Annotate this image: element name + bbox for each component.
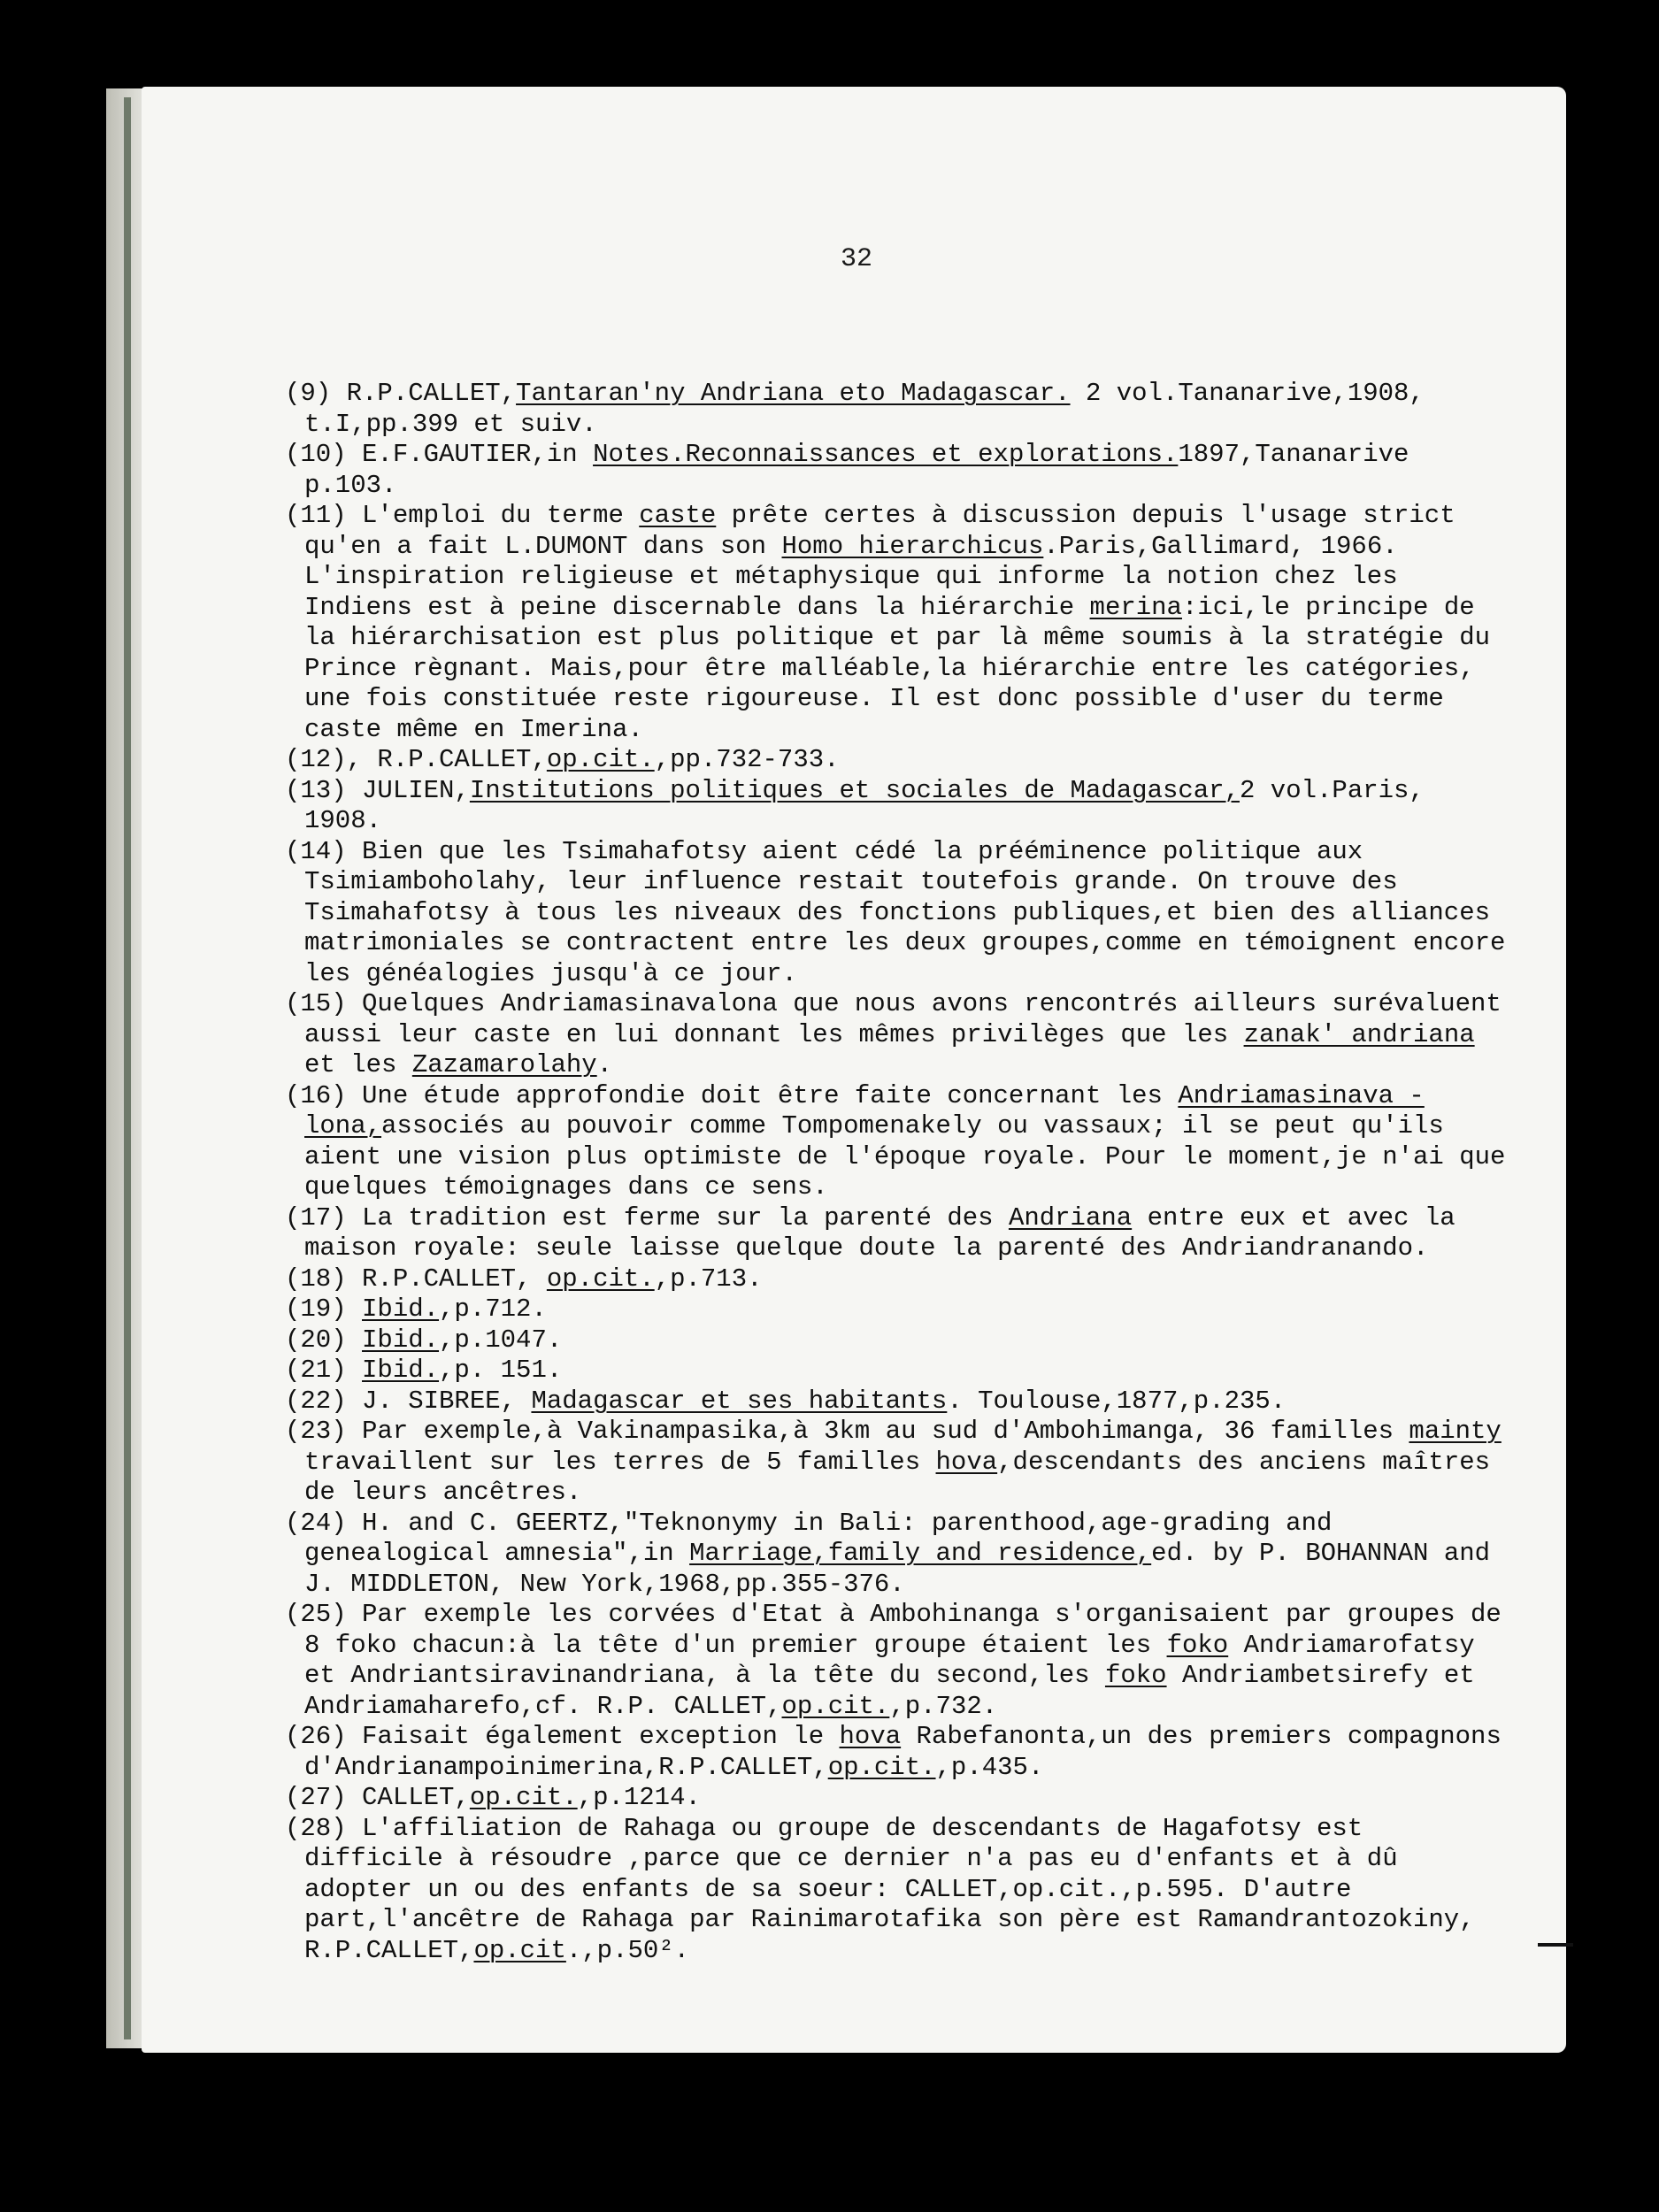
footnote-21: (21) Ibid.,p. 151. <box>285 1356 563 1385</box>
footnote-26: (26) Faisait également exception le hova Rabefanonta,un des premiers compagnons d'Andrianampoinimerina,R.P.CALLET,op.cit.,p.435. <box>285 1722 1502 1782</box>
footnote-25: (25) Par exemple les corvées d'Etat à Ambohinanga s'organisaient par groupes de 8 foko chacun:à la tête d'un premier groupe étaient les foko Andriamarofatsy et Andriantsiravinandriana, à la tête du second,les foko Andriambetsirefy et Andriamaharefo,cf. R.P. CALLET,op.cit.,p.732. <box>285 1600 1502 1721</box>
page-number: 32 <box>841 244 873 274</box>
footnote-17: (17) La tradition est ferme sur la parenté des Andriana entre eux et avec la maison royale: seule laisse quelque doute la parenté des Andriandranando. <box>285 1202 1455 1263</box>
footnote-20: (20) Ibid.,p.1047. <box>285 1325 563 1355</box>
footnote-15: (15) Quelques Andriamasinavalona que nous avons rencontrés ailleurs surévaluent aussi leur caste en lui donnant les mêmes privilèges que les zanak' andriana et les Zazamarolahy. <box>285 989 1502 1079</box>
footnote-13: (13) JULIEN,Institutions politiques et sociales de Madagascar,2 vol.Paris, 1908. <box>285 775 1425 835</box>
footnote-23: (23) Par exemple,à Vakinampasika,à 3km au sud d'Ambohimanga, 36 familles mainty travaillent sur les terres de 5 familles hova,descendants des anciens maîtres de leurs ancêtres. <box>285 1417 1502 1507</box>
footnote-12: (12), R.P.CALLET,op.cit.,pp.732-733. <box>285 745 840 774</box>
footnote-10: (10) E.F.GAUTIER,in Notes.Reconnaissances et explorations.1897,Tananarive p.103. <box>285 440 1409 500</box>
footnote-24: (24) H. and C. GEERTZ,"Teknonymy in Bali: parenthood,age-grading and genealogical amnesia",in Marriage,family and residence,ed. by P. BOHANNAN and J. MIDDLETON, New York,1968,pp.355-376. <box>285 1508 1491 1599</box>
footnote-19: (19) Ibid.,p.712. <box>285 1294 547 1324</box>
footnote-11: (11) L'emploi du terme caste prête certes à discussion depuis l'usage strict qu'en a fait L.DUMONT dans son Homo hierarchicus.Paris,Gallimard, 1966. L'inspiration religieuse et métaphysique qui informe la notion chez les Indiens est à peine discernable dans la hiérarchie merina:ici,le principe de la hiérarchisation est plus politique et par là même soumis à la stratégie du Prince règnant. Mais,pour être malléable,la hiérarchie entre les catégories, une fois constituée reste rigoureuse. Il est donc possible d'user du terme caste même en Imerina. <box>285 501 1491 744</box>
footnote-27: (27) CALLET,op.cit.,p.1214. <box>285 1783 701 1812</box>
book-spine-strip <box>124 97 131 2039</box>
footnote-16: (16) Une étude approfondie doit être faite concernant les Andriamasinava - lona,associés au pouvoir comme Tompomenakely ou vassaux; il se peut qu'ils aient une vision plus optimiste de l'époque royale. Pour le moment,je n'ai que quelques témoignages dans ce sens. <box>285 1080 1506 1202</box>
footnote-9: (9) R.P.CALLET,Tantaran'ny Andriana eto Madagascar. 2 vol.Tananarive,1908, t.I,pp.399 et suiv. <box>285 379 1425 439</box>
footnote-28: (28) L'affiliation de Rahaga ou groupe de descendants de Hagafotsy est difficile à résoudre ,parce que ce dernier n'a pas eu d'enfants et à dû adopter un ou des enfants de sa soeur: CALLET,op.cit.,p.595. D'autre part,l'ancêtre de Rahaga par Rainimarotafika son père est Ramandrantozokiny, R.P.CALLET,op.cit.,p.50². <box>285 1813 1475 1965</box>
footnote-22: (22) J. SIBREE, Madagascar et ses habitants. Toulouse,1877,p.235. <box>285 1386 1286 1416</box>
footnote-14: (14) Bien que les Tsimahafotsy aient cédé la prééminence politique aux Tsimiamboholahy, leur influence restait toutefois grande. On trouve des Tsimahafotsy à tous les niveaux des fonctions publiques,et bien des alliances matrimoniales se contractent entre les deux groupes,comme en témoignent encore les généalogies jusqu'à ce jour. <box>285 836 1506 988</box>
footnote-18: (18) R.P.CALLET, op.cit.,p.713. <box>285 1263 763 1294</box>
margin-mark <box>1538 1943 1573 1947</box>
footnotes-list <box>285 379 1506 1966</box>
